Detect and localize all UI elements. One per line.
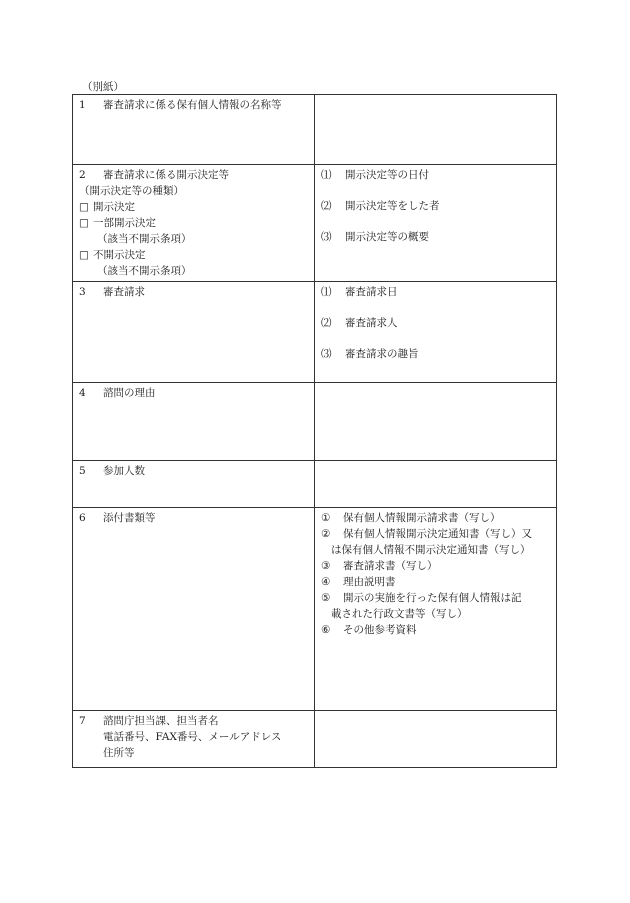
row-1-label-cell [73, 95, 315, 165]
row-participants [73, 461, 557, 508]
checkbox-icon[interactable]: □ [79, 201, 89, 213]
item-text: 保有個人情報開示決定通知書（写し）又 [343, 528, 532, 540]
item-text: 審査請求日 [345, 286, 398, 298]
row-6-value-cell[interactable] [315, 508, 557, 711]
item-text: 開示決定等の概要 [345, 231, 429, 243]
item-marker: ⑶ [321, 231, 332, 243]
row-1-label: 審査請求に係る保有個人情報の名称等 [103, 99, 282, 111]
row-3-value-cell[interactable] [315, 282, 557, 383]
row-7-label: 諮問庁担当課、担当者名 [103, 715, 219, 727]
item-marker: ⑤ [321, 592, 331, 604]
row-4-label-cell [73, 383, 315, 461]
row-6-number: 6 [79, 512, 86, 524]
row-3-label-cell [73, 282, 315, 383]
request-date-item [321, 284, 550, 300]
item-text: 開示決定等の日付 [345, 169, 429, 181]
row-6-label: 添付書類等 [103, 512, 156, 524]
option-disclosure[interactable] [79, 199, 308, 215]
request-purpose-item [321, 346, 550, 362]
row-1-number: 1 [79, 99, 86, 111]
attachment-item [321, 574, 550, 590]
row-7-value-cell[interactable] [315, 711, 557, 768]
option-partial-disclosure-label: 一部開示決定 [93, 217, 156, 229]
row-7-number: 7 [79, 715, 86, 727]
row-attachments [73, 508, 557, 711]
option-non-disclosure[interactable] [79, 247, 308, 263]
row-3-number: 3 [79, 286, 86, 298]
item-marker: ④ [321, 576, 331, 588]
item-text: 開示の実施を行った保有個人情報は記 [343, 592, 522, 604]
row-disclosure-decision [73, 165, 557, 282]
item-text: 開示決定等をした者 [345, 200, 440, 212]
decision-summary-item [321, 229, 550, 245]
row-6-label-cell [73, 508, 315, 711]
item-text: 審査請求の趣旨 [345, 348, 419, 360]
row-5-number: 5 [79, 465, 86, 477]
attachment-label: （別紙） [82, 81, 124, 93]
row-5-value-cell[interactable] [315, 461, 557, 508]
attachment-item-continuation: 載された行政文書等（写し） [331, 608, 468, 620]
row-inquiry-reason [73, 383, 557, 461]
option-partial-disclosure[interactable] [79, 215, 308, 231]
item-text: 保有個人情報開示請求書（写し） [343, 512, 501, 524]
row-2-label: 審査請求に係る開示決定等 [103, 169, 229, 181]
row-2-label-cell [73, 165, 315, 282]
attachment-item [321, 590, 550, 606]
item-marker: ① [321, 512, 331, 524]
decision-maker-item [321, 198, 550, 214]
checkbox-icon[interactable]: □ [79, 217, 89, 229]
row-personal-info-name [73, 95, 557, 165]
item-text: 理由説明書 [343, 576, 396, 588]
non-disclosure-clause-note: （該当不開示条項） [97, 265, 192, 277]
item-marker: ⑴ [321, 169, 332, 181]
partial-clause-note: （該当不開示条項） [97, 233, 192, 245]
item-marker: ⑥ [321, 624, 331, 636]
item-marker: ⑶ [321, 348, 332, 360]
attachment-item-continuation: は保有個人情報不開示決定通知書（写し） [331, 544, 531, 556]
row-review-request [73, 282, 557, 383]
row-5-label-cell [73, 461, 315, 508]
item-marker: ③ [321, 560, 331, 572]
row-4-label: 諮問の理由 [103, 387, 156, 399]
row-2-value-cell[interactable] [315, 165, 557, 282]
row-4-number: 4 [79, 387, 86, 399]
item-text: その他参考資料 [343, 624, 417, 636]
row-3-label: 審査請求 [103, 286, 145, 298]
requester-item [321, 315, 550, 331]
row-4-value-cell[interactable] [315, 383, 557, 461]
contact-line-address: 住所等 [103, 747, 135, 759]
attachment-item [321, 622, 550, 638]
item-text: 審査請求書（写し） [343, 560, 438, 572]
option-disclosure-label: 開示決定 [93, 201, 135, 213]
row-5-label: 参加人数 [103, 465, 145, 477]
row-contact [73, 711, 557, 768]
contact-line-phone: 電話番号、FAX番号、メールアドレス [103, 731, 282, 743]
row-1-value-cell[interactable] [315, 95, 557, 165]
row-7-label-cell [73, 711, 315, 768]
item-marker: ⑵ [321, 200, 332, 212]
row-2-number: 2 [79, 169, 86, 181]
checkbox-icon[interactable]: □ [79, 249, 89, 261]
decision-date-item [321, 167, 550, 183]
item-marker: ⑴ [321, 286, 332, 298]
attachment-item [321, 558, 550, 574]
item-text: 審査請求人 [345, 317, 398, 329]
attachment-item [321, 526, 550, 542]
decision-type-heading: （開示決定等の種類） [79, 185, 184, 197]
item-marker: ⑵ [321, 317, 332, 329]
attachment-item [321, 510, 550, 526]
item-marker: ② [321, 528, 331, 540]
option-non-disclosure-label: 不開示決定 [93, 249, 146, 261]
inquiry-form-table [72, 94, 557, 768]
